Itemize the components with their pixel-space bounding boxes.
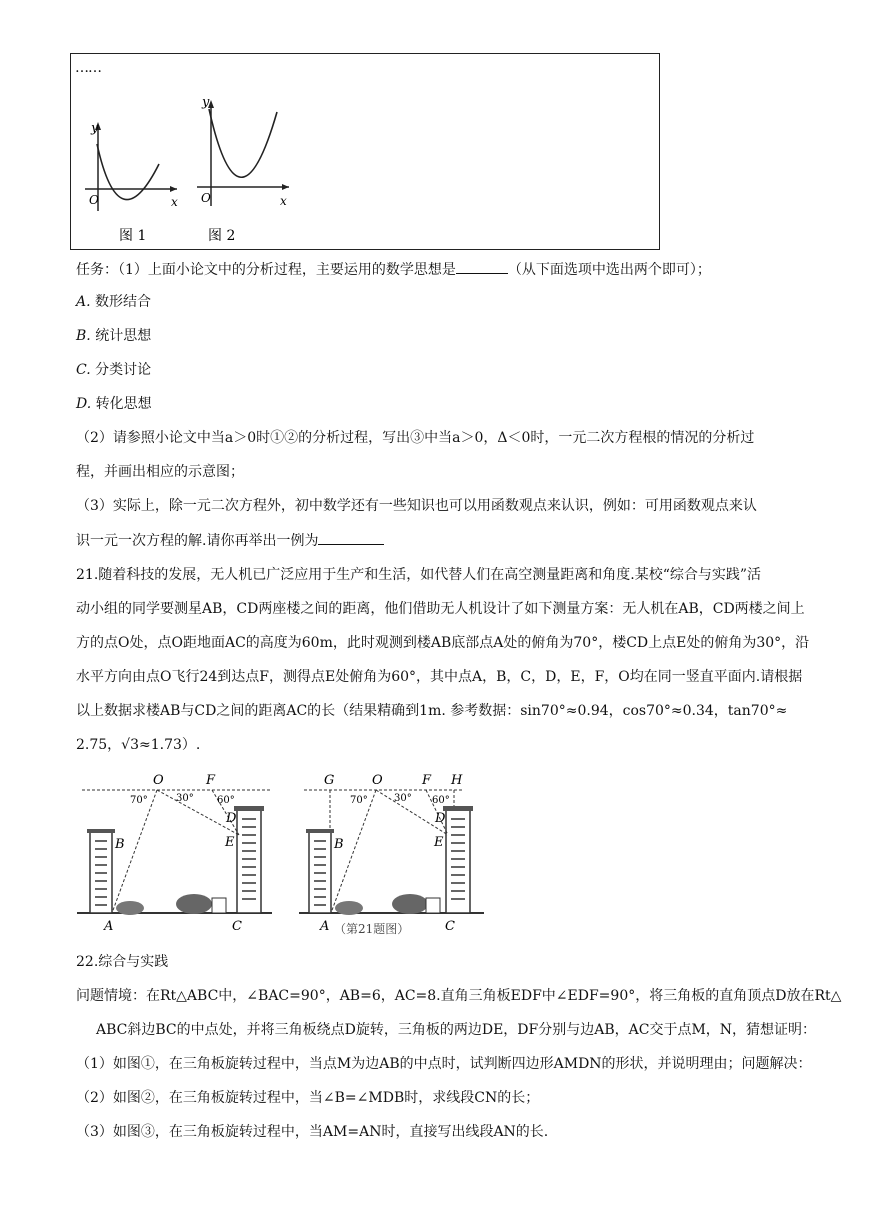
task-q2-line2: 程，并画出相应的示意图； <box>76 464 244 480</box>
option-d-letter: D. <box>76 396 92 412</box>
q21-line-3: 方的点O处，点O距地面AC的高度为60m，此时观测到楼AB底部点A处的俯角为70°，楼CD上点E处的俯角为30°，沿 <box>76 635 810 651</box>
answer-blank-q3[interactable] <box>318 530 384 545</box>
label-O-right: O <box>372 773 383 788</box>
option-b-letter: B. <box>76 328 91 344</box>
q22-line-2: ABC斜边BC的中点处，并将三角板绕点D旋转，三角板的两边DE，DF分别与边AB，AC交于点M，N，猜想证明： <box>96 1022 817 1038</box>
label-D-left: D <box>226 811 237 826</box>
angle-70-left: 70° <box>130 795 148 806</box>
figure-box <box>70 53 660 250</box>
q21-line-5: 以上数据求楼AB与CD之间的距离AC的长（结果精确到1m. 参考数据：sin70°≈0.94，cos70°≈0.34，tan70°≈ <box>76 703 788 719</box>
option-a-text: 数形结合 <box>95 294 152 310</box>
angle-60-right: 60° <box>432 795 450 806</box>
q22-line-1: 问题情境：在Rt△ABC中，∠BAC=90°，AB=6，AC=8.直角三角板EDF中∠EDF=90°，将三角板的直角顶点D放在Rt△ <box>76 988 842 1004</box>
option-b[interactable] <box>76 326 151 346</box>
label-A-right: A <box>320 919 330 934</box>
fig2-partial-caption: （第21题图） <box>334 922 410 935</box>
option-a[interactable] <box>76 292 151 312</box>
label-E-left: E <box>225 835 235 850</box>
option-c-letter: C. <box>76 362 91 378</box>
parabola-figures <box>71 54 661 249</box>
answer-blank-q1[interactable] <box>456 259 508 274</box>
q21-line-4: 水平方向由点O飞行24到达点F，测得点E处俯角为60°，其中点A，B，C，D，E，F，O均在同一竖直平面内.请根据 <box>76 669 803 685</box>
task-q3-line2 <box>76 530 384 551</box>
label-B-left: B <box>115 837 125 852</box>
q22-line-4: （2）如图②，在三角板旋转过程中，当∠B=∠MDB时，求线段CN的长； <box>76 1090 540 1106</box>
figure-1 <box>85 121 178 211</box>
label-C-left: C <box>232 919 242 934</box>
option-c-text: 分类讨论 <box>95 362 152 378</box>
fig1-y-label: y <box>91 121 99 136</box>
angle-30-left: 30° <box>176 793 194 804</box>
task-q1-suffix: （从下面选项中选出两个即可）； <box>507 262 711 278</box>
fig2-caption: 图 2 <box>208 228 236 244</box>
option-d[interactable] <box>76 394 152 414</box>
angle-30-right: 30° <box>394 793 412 804</box>
label-O-left: O <box>153 773 164 788</box>
label-A-left: A <box>104 919 114 934</box>
fig2-origin: O <box>201 191 211 205</box>
fig2-y-label: y <box>202 95 210 110</box>
angle-60-left: 60° <box>217 795 235 806</box>
q21-line-6: 2.75，√3≈1.73）. <box>76 737 201 753</box>
option-c[interactable] <box>76 360 151 380</box>
task-q2-line1: （2）请参照小论文中当a＞0时①②的分析过程，写出③中当a＞0，Δ＜0时，一元二次方程根的情况的分析过 <box>76 430 755 446</box>
q22-line-5: （3）如图③，在三角板旋转过程中，当AM=AN时，直接写出线段AN的长. <box>76 1124 549 1140</box>
label-E-right: E <box>434 835 444 850</box>
label-G-right: G <box>324 773 335 788</box>
q22-title: 22.综合与实践 <box>76 954 169 970</box>
label-F-left: F <box>206 773 216 788</box>
ellipsis: …… <box>75 60 101 76</box>
label-F-right: F <box>422 773 432 788</box>
fig1-x-label: x <box>171 195 178 209</box>
fig1-caption: 图 1 <box>119 228 147 244</box>
q21-figure-right <box>299 773 484 935</box>
figure-2 <box>197 95 289 208</box>
q21-figure-left <box>77 773 272 934</box>
task-q3-line1: （3）实际上，除一元二次方程外，初中数学还有一些知识也可以用函数观点来认识，例如：可用函数观点来认 <box>76 498 757 514</box>
task-q1-prefix: 任务：（1）上面小论文中的分析过程，主要运用的数学思想是 <box>76 262 456 278</box>
q21-line-1: 21.随着科技的发展，无人机已广泛应用于生产和生活，如代替人们在高空测量距离和角度.某校“综合与实践”活 <box>76 567 762 583</box>
q21-line-2: 动小组的同学要测星AB，CD两座楼之间的距离，他们借助无人机设计了如下测量方案：无人机在AB，CD两楼之间上 <box>76 601 805 617</box>
option-d-text: 转化思想 <box>95 396 152 412</box>
label-C-right: C <box>445 919 455 934</box>
label-D-right: D <box>435 811 446 826</box>
task-q3-line2-text: 识一元一次方程的解.请你再举出一例为 <box>76 533 319 549</box>
label-B-right: B <box>334 837 344 852</box>
option-a-letter: A. <box>76 294 91 310</box>
q22-line-3: （1）如图①，在三角板旋转过程中，当点M为边AB的中点时，试判断四边形AMDN的形状，并说明理由；问题解决： <box>76 1056 812 1072</box>
label-H-right: H <box>451 773 463 788</box>
q21-figures <box>72 770 572 935</box>
fig1-origin: O <box>89 193 99 207</box>
task-q1 <box>76 259 711 280</box>
option-b-text: 统计思想 <box>95 328 152 344</box>
fig2-x-label: x <box>280 194 287 208</box>
angle-70-right: 70° <box>350 795 368 806</box>
